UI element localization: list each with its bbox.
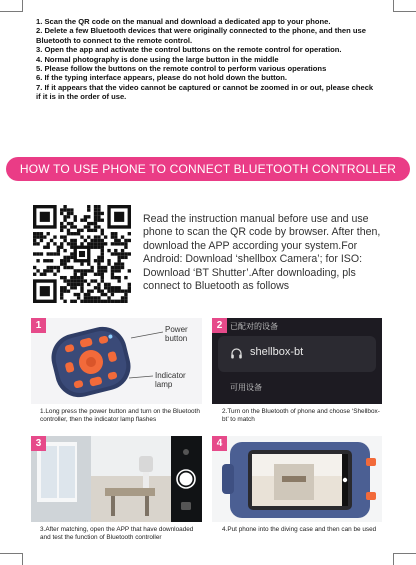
step-2-caption: 2.Turn on the Bluetooth of phone and choose ‘Shellbox-bt’ to match: [222, 408, 380, 423]
step-1-caption: 1.Long press the power button and turn on the Bluetooth controller, then the indicator lamp flashes: [40, 408, 200, 423]
step-badge: 4: [212, 436, 227, 451]
qr-instructions: Read the instruction manual before use and use phone to scan the QR code by browser. After then, download the APP according your system.For Android: Download ‘shellbox Camera’; for ISO: Download ‘BT Shutter’.After downloading, pls connect to Bluetooth as follows: [143, 213, 381, 293]
instruction-item: 4. Normal photography is done using the large button in the middle: [36, 54, 279, 64]
crop-mark: [0, 553, 22, 554]
crop-mark: [394, 11, 416, 12]
crop-mark: [394, 553, 416, 554]
diving-case-illustration: [212, 436, 382, 522]
instruction-item: 1. Scan the QR code on the manual and download a dedicated app to your phone.: [36, 17, 331, 26]
qr-code-graphic: [33, 205, 131, 303]
camera-app-screenshot: [31, 436, 202, 522]
step-badge: 3: [31, 436, 46, 451]
step-badge: 1: [31, 318, 46, 333]
instruction-item: 2. Delete a few Bluetooth devices that were originally connected to the phone, and then use Bluetooth to connect to the remote control.: [36, 26, 366, 45]
step-3-panel: [31, 436, 202, 522]
instruction-item: 7. If it appears that the video cannot be captured or cannot be zoomed in or out, please check if it is in the order of use.: [36, 82, 374, 102]
device-name: shellbox-bt: [250, 346, 304, 358]
banner-title: HOW TO USE PHONE TO CONNECT BLUETOOTH CONTROLLER: [19, 162, 397, 176]
step-2-panel: [212, 318, 382, 404]
bluetooth-device-row[interactable]: [218, 336, 376, 372]
available-devices-header: 可用设备: [230, 383, 262, 392]
step-3-caption: 3.After matching, open the APP that have downloaded and test the function of Bluetooth controller: [40, 526, 194, 541]
step-1-panel: [31, 318, 202, 404]
instruction-item: 3. Open the app and activate the control buttons on the remote control for operation.: [36, 45, 342, 55]
step-badge: 2: [212, 318, 227, 333]
step-4-panel: [212, 436, 382, 522]
step-4-caption: 4.Put phone into the diving case and then can be used: [222, 526, 377, 533]
paired-devices-header: 已配对的设备: [230, 322, 278, 331]
usage-instructions: [36, 17, 376, 102]
section-banner: [6, 157, 410, 181]
crop-mark: [393, 553, 394, 565]
qr-code[interactable]: [33, 205, 131, 303]
crop-mark: [22, 0, 23, 12]
indicator-lamp-label: Indicator lamp: [155, 371, 186, 389]
instruction-item: 5. Please follow the buttons on the remote control to perform various operations: [36, 64, 327, 74]
crop-mark: [0, 11, 22, 12]
instruction-item: 6. If the typing interface appears, please do not hold down the button.: [36, 73, 288, 83]
power-button-label: Power button: [165, 325, 188, 343]
crop-mark: [22, 553, 23, 565]
headphones-icon: [230, 347, 243, 365]
